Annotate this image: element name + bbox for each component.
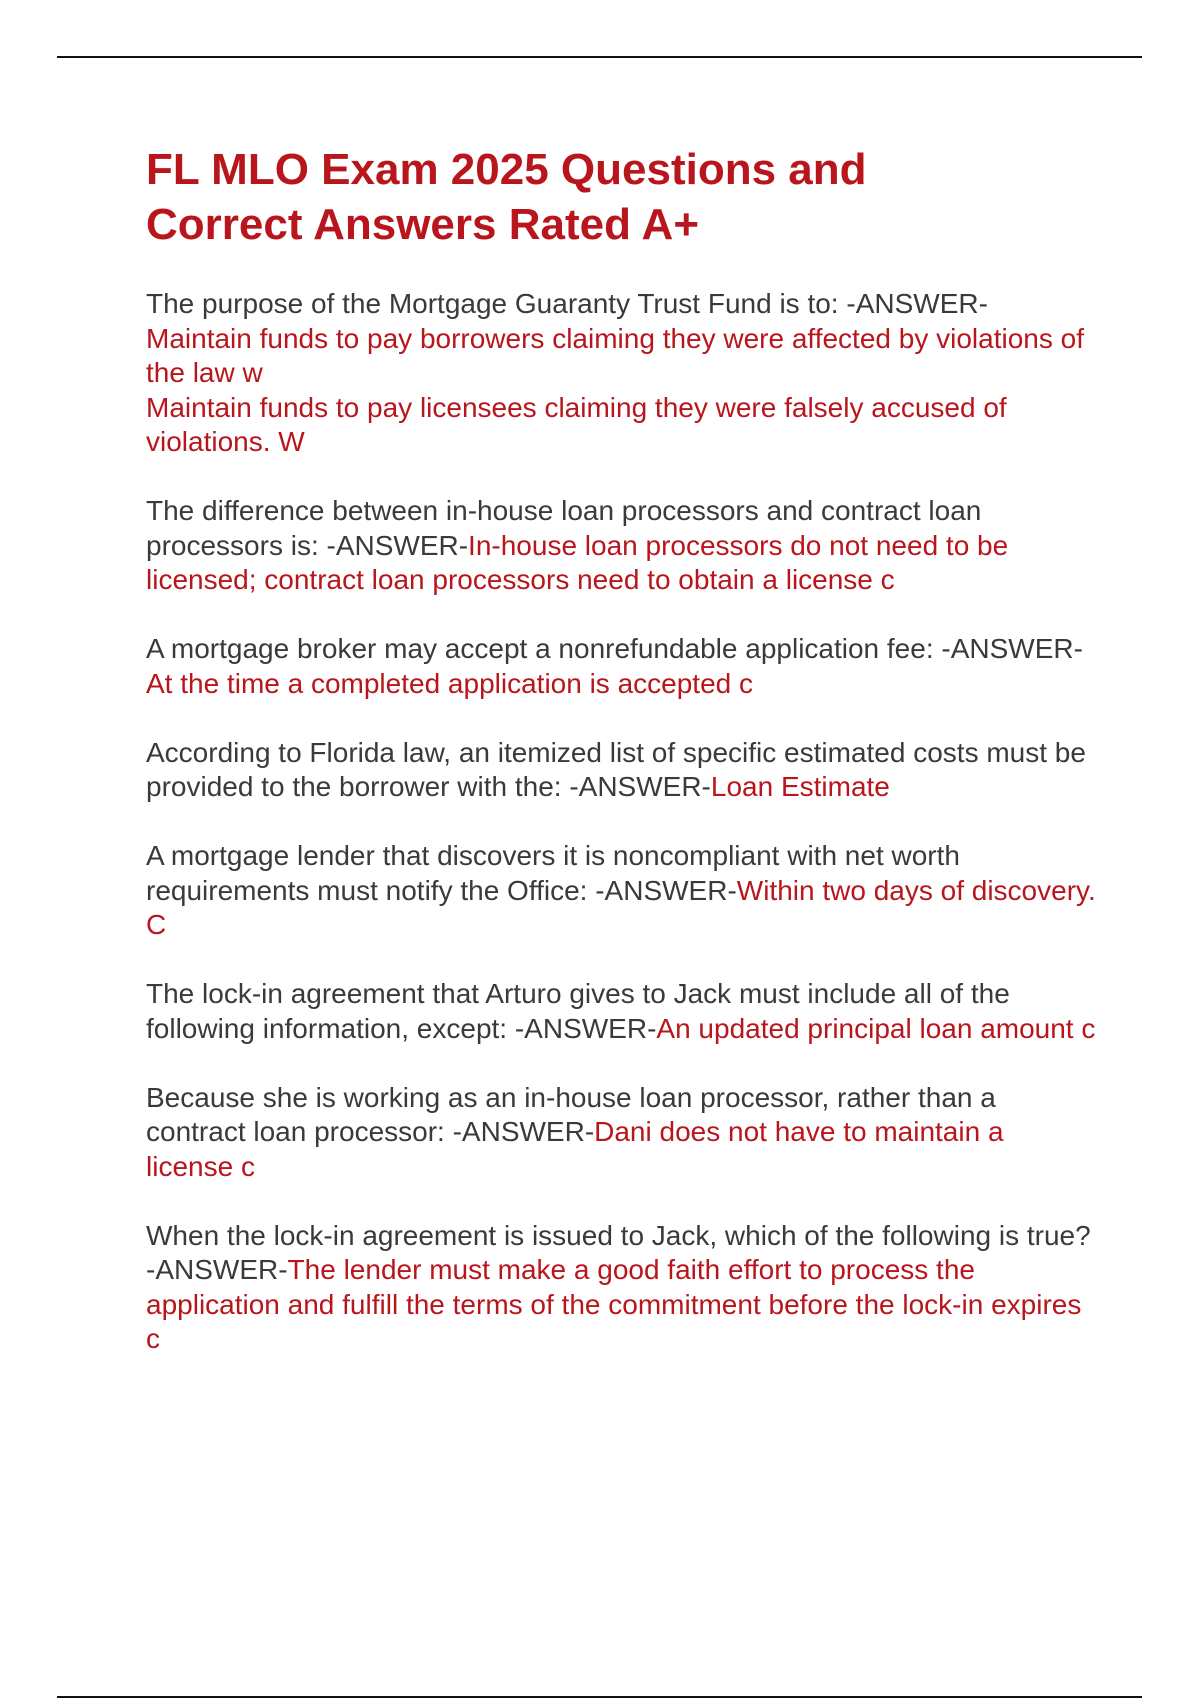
qa-item-4: [146, 736, 1096, 805]
qa-item-3: [146, 632, 1096, 701]
top-rule: [57, 56, 1142, 58]
question-text: The lock-in agreement that Arturo gives to Jack must include all of the following information, except: -ANSWER-: [146, 978, 1010, 1044]
document-body: [146, 142, 1096, 1391]
question-text: A mortgage lender that discovers it is noncompliant with net worth requirements must notify the Office: -ANSWER-: [146, 840, 960, 906]
answer-text: Within two days of discovery. C: [146, 874, 1096, 940]
answer-text: At the time a completed application is accepted c: [146, 667, 754, 699]
qa-item-1: [146, 287, 1096, 460]
qa-item-6: [146, 977, 1096, 1046]
answer-text: Loan Estimate: [710, 771, 890, 802]
question-text: The difference between in-house loan processors and contract loan processors is: -ANSWER-: [146, 495, 982, 561]
answer-text: In-house loan processors do not need to be licensed; contract loan processors need to obtain a license c: [146, 529, 1009, 595]
answer-text: Maintain funds to pay borrowers claiming they were affected by violations of the law w: [146, 322, 1084, 388]
answer-text: Maintain funds to pay licensees claiming they were falsely accused of violations. W: [146, 391, 1007, 457]
bottom-rule: [57, 1696, 1142, 1698]
document-title: [146, 142, 1096, 252]
qa-list: [146, 287, 1096, 1357]
qa-item-5: [146, 839, 1096, 943]
answer-text: An updated principal loan amount c: [656, 1012, 1096, 1044]
question-text: Because she is working as an in-house loan processor, rather than a contract loan processor: -ANSWER-: [146, 1081, 996, 1147]
title-line-2: Correct Answers Rated A+: [146, 200, 700, 249]
qa-item-2: [146, 494, 1096, 598]
answer-text: The lender must make a good faith effort to process the application and fulfill the terms of the commitment before the lock-in expires c: [146, 1254, 1082, 1354]
question-text: When the lock-in agreement is issued to Jack, which of the following is true? -ANSWER-: [146, 1219, 1091, 1285]
question-text: According to Florida law, an itemized list of specific estimated costs must be provided to the borrower with the: -ANSWER-: [146, 736, 1086, 802]
answer-text: Dani does not have to maintain a license c: [146, 1116, 1004, 1182]
qa-item-7: [146, 1081, 1096, 1185]
qa-item-8: [146, 1219, 1096, 1357]
title-line-1: FL MLO Exam 2025 Questions and: [146, 145, 867, 194]
question-text: A mortgage broker may accept a nonrefundable application fee: -ANSWER-: [146, 633, 1083, 664]
question-text: The purpose of the Mortgage Guaranty Trust Fund is to: -ANSWER-: [146, 288, 988, 319]
